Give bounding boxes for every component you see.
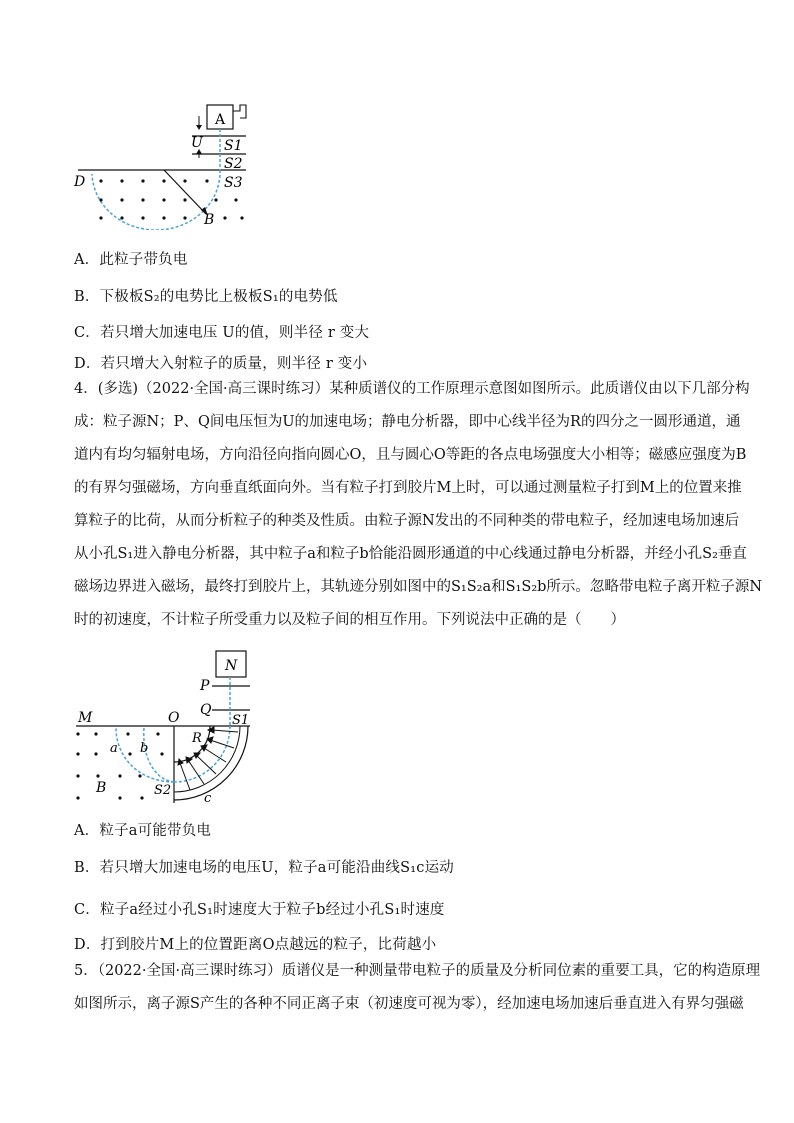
label-b: b bbox=[140, 741, 149, 756]
label-S2: S2 bbox=[224, 156, 243, 172]
label-P: P bbox=[200, 678, 210, 694]
q4-line-2: 成：粒子源N；P、Q间电压恒为U的加速电场；静电分析器，即中心线半径为R的四分之一圆形通道，通 bbox=[74, 414, 741, 430]
label-S2: S2 bbox=[154, 783, 172, 798]
q4-option-b: B．若只增大加速电场的电压U，粒子a可能沿曲线S₁c运动 bbox=[74, 860, 454, 876]
label-Q: Q bbox=[200, 702, 212, 718]
label-a: a bbox=[110, 741, 118, 756]
analyzer-centerline bbox=[174, 726, 230, 782]
label-M: M bbox=[78, 710, 93, 726]
source-connector bbox=[233, 105, 246, 118]
q4-line-8: 时的初速度，不计粒子所受重力以及粒子间的相互作用。下列说法中正确的是（ ） bbox=[74, 612, 625, 628]
q4-stem bbox=[74, 373, 763, 637]
q5-stem bbox=[74, 955, 761, 1021]
analyzer-outer-arc bbox=[174, 726, 248, 800]
label-U: U bbox=[191, 135, 203, 151]
radius-arrow bbox=[164, 170, 206, 214]
q5-line-1: 5．（2022·全国·高三课时练习）质谱仪是一种测量带电粒子的质量及分析同位素的重要工具，它的构造原理 bbox=[74, 963, 761, 979]
label-S1: S1 bbox=[232, 713, 250, 728]
arrowhead-down bbox=[196, 125, 202, 130]
label-B: B bbox=[204, 212, 215, 228]
label-c: c bbox=[204, 791, 212, 806]
q4-line-5: 算粒子的比荷，从而分析粒子的种类及性质。由粒子源N发出的不同种类的带电粒子，经加速电场加速后 bbox=[74, 513, 740, 529]
magnetic-field-dots bbox=[99, 179, 243, 219]
figure-2-mass-spectrometer bbox=[70, 648, 260, 808]
trajectory-arc bbox=[92, 170, 220, 230]
analyzer-outer-arc-2 bbox=[174, 726, 240, 792]
q4-line-7: 磁场边界进入磁场，最终打到胶片上，其轨迹分别如图中的S₁S₂a和S₁S₂b所示。忽略带电粒子离开粒子源N bbox=[74, 579, 763, 595]
q4-option-c: C．粒子a经过小孔S₁时速度大于粒子b经过小孔S₁时速度 bbox=[74, 902, 445, 918]
label-B: B bbox=[96, 780, 107, 796]
label-R: R bbox=[192, 731, 202, 746]
figure-1-mass-spectrometer bbox=[70, 98, 260, 230]
q4-line-4: 的有界匀强磁场，方向垂直纸面向外。当有粒子打到胶片M上时，可以通过测量粒子打到M上的位置来推 bbox=[74, 480, 742, 496]
label-S3: S3 bbox=[224, 175, 243, 191]
label-N: N bbox=[225, 658, 238, 674]
q4-option-a: A．粒子a可能带负电 bbox=[74, 823, 212, 839]
q3-option-a: A．此粒子带负电 bbox=[74, 252, 188, 268]
label-S1: S1 bbox=[224, 138, 243, 154]
q3-option-b: B．下极板S₂的电势比上极板S₁的电势低 bbox=[74, 289, 338, 305]
label-D: D bbox=[74, 174, 86, 190]
label-A: A bbox=[215, 112, 226, 128]
q3-option-d: D．若只增大入射粒子的质量，则半径 r 变小 bbox=[74, 356, 368, 372]
magnetic-field-dots bbox=[76, 732, 163, 799]
q4-line-6: 从小孔S₁进入静电分析器，其中粒子a和粒子b恰能沿圆形通道的中心线通过静电分析器，并经小孔S₂垂直 bbox=[74, 546, 747, 562]
q4-line-3: 道内有均匀辐射电场，方向沿径向指向圆心O，且与圆心O等距的各点电场强度大小相等；磁感应强度为B bbox=[74, 447, 747, 463]
q3-option-c: C．若只增大加速电压 U的值，则半径 r 变大 bbox=[74, 325, 370, 341]
label-O: O bbox=[168, 710, 180, 726]
q4-line-1: 4．(多选)（2022·全国·高三课时练习）某种质谱仪的工作原理示意图如图所示。此质谱仪由以下几部分构 bbox=[74, 381, 750, 397]
q4-option-d: D．打到胶片M上的位置距离O点越远的粒子，比荷越小 bbox=[74, 937, 437, 953]
q5-line-2: 如图所示，离子源S产生的各种不同正离子束（初速度可视为零），经加速电场加速后垂直进入有界匀强磁 bbox=[74, 996, 744, 1012]
